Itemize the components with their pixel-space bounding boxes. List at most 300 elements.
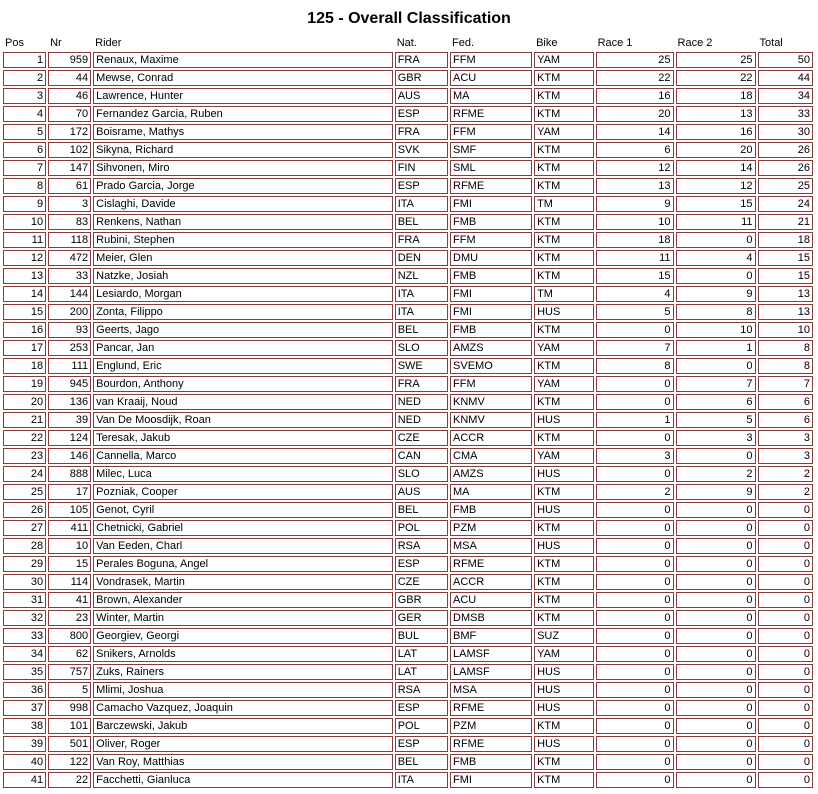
cell-rider: Winter, Martin bbox=[93, 610, 393, 626]
table-row bbox=[3, 574, 813, 590]
cell-nat: CAN bbox=[395, 448, 448, 464]
cell-nat: GBR bbox=[395, 592, 448, 608]
cell-nat: ITA bbox=[395, 286, 448, 302]
cell-bike: KTM bbox=[534, 88, 593, 104]
cell-rider: Teresak, Jakub bbox=[93, 430, 393, 446]
cell-bike: KTM bbox=[534, 520, 593, 536]
cell-fed: PZM bbox=[450, 718, 532, 734]
cell-nr: 998 bbox=[48, 700, 91, 716]
cell-nat: ITA bbox=[395, 304, 448, 320]
cell-total: 6 bbox=[758, 394, 813, 410]
cell-pos: 27 bbox=[3, 520, 46, 536]
cell-bike: HUS bbox=[534, 502, 593, 518]
cell-pos: 24 bbox=[3, 466, 46, 482]
cell-fed: RFME bbox=[450, 556, 532, 572]
cell-nr: 17 bbox=[48, 484, 91, 500]
cell-race2: 0 bbox=[676, 646, 756, 662]
cell-nat: SLO bbox=[395, 340, 448, 356]
cell-bike: KTM bbox=[534, 142, 593, 158]
cell-nr: 111 bbox=[48, 358, 91, 374]
cell-nr: 70 bbox=[48, 106, 91, 122]
cell-race2: 0 bbox=[676, 538, 756, 554]
cell-fed: DMSB bbox=[450, 610, 532, 626]
cell-race1: 14 bbox=[596, 124, 674, 140]
cell-nat: ITA bbox=[395, 196, 448, 212]
cell-total: 34 bbox=[758, 88, 813, 104]
cell-pos: 40 bbox=[3, 754, 46, 770]
cell-nat: GBR bbox=[395, 70, 448, 86]
cell-bike: HUS bbox=[534, 682, 593, 698]
cell-nat: SVK bbox=[395, 142, 448, 158]
cell-fed: ACU bbox=[450, 70, 532, 86]
cell-nr: 888 bbox=[48, 466, 91, 482]
cell-race2: 11 bbox=[676, 214, 756, 230]
cell-race2: 10 bbox=[676, 322, 756, 338]
table-row bbox=[3, 124, 813, 140]
cell-fed: FMB bbox=[450, 214, 532, 230]
cell-nr: 147 bbox=[48, 160, 91, 176]
cell-race1: 0 bbox=[596, 736, 674, 752]
cell-fed: PZM bbox=[450, 520, 532, 536]
cell-total: 0 bbox=[758, 772, 813, 788]
cell-pos: 6 bbox=[3, 142, 46, 158]
cell-pos: 9 bbox=[3, 196, 46, 212]
cell-rider: Brown, Alexander bbox=[93, 592, 393, 608]
cell-nr: 61 bbox=[48, 178, 91, 194]
cell-pos: 34 bbox=[3, 646, 46, 662]
cell-race2: 0 bbox=[676, 772, 756, 788]
cell-race2: 0 bbox=[676, 556, 756, 572]
column-header-race2: Race 2 bbox=[677, 37, 713, 49]
cell-nat: BEL bbox=[395, 754, 448, 770]
cell-nr: 146 bbox=[48, 448, 91, 464]
cell-race2: 0 bbox=[676, 682, 756, 698]
cell-rider: Oliver, Roger bbox=[93, 736, 393, 752]
cell-fed: KNMV bbox=[450, 412, 532, 428]
cell-race2: 0 bbox=[676, 592, 756, 608]
cell-race2: 22 bbox=[676, 70, 756, 86]
cell-nr: 22 bbox=[48, 772, 91, 788]
cell-race1: 15 bbox=[596, 268, 674, 284]
cell-fed: FMB bbox=[450, 322, 532, 338]
table-row bbox=[3, 322, 813, 338]
cell-race1: 13 bbox=[596, 178, 674, 194]
cell-total: 44 bbox=[758, 70, 813, 86]
cell-race1: 0 bbox=[596, 538, 674, 554]
cell-rider: Pancar, Jan bbox=[93, 340, 393, 356]
cell-race1: 7 bbox=[596, 340, 674, 356]
cell-race2: 1 bbox=[676, 340, 756, 356]
cell-bike: KTM bbox=[534, 214, 593, 230]
cell-pos: 23 bbox=[3, 448, 46, 464]
cell-total: 0 bbox=[758, 556, 813, 572]
cell-bike: TM bbox=[534, 196, 593, 212]
cell-race1: 5 bbox=[596, 304, 674, 320]
cell-rider: Renaux, Maxime bbox=[93, 52, 393, 68]
column-header-rider: Rider bbox=[95, 37, 122, 49]
cell-race1: 0 bbox=[596, 628, 674, 644]
cell-race2: 2 bbox=[676, 466, 756, 482]
cell-total: 0 bbox=[758, 754, 813, 770]
cell-pos: 10 bbox=[3, 214, 46, 230]
table-row bbox=[3, 430, 813, 446]
cell-nr: 23 bbox=[48, 610, 91, 626]
cell-race1: 25 bbox=[596, 52, 674, 68]
cell-race2: 14 bbox=[676, 160, 756, 176]
cell-nr: 124 bbox=[48, 430, 91, 446]
cell-race1: 0 bbox=[596, 502, 674, 518]
cell-fed: FMB bbox=[450, 754, 532, 770]
cell-pos: 33 bbox=[3, 628, 46, 644]
cell-pos: 35 bbox=[3, 664, 46, 680]
table-row bbox=[3, 412, 813, 428]
cell-fed: FMI bbox=[450, 772, 532, 788]
cell-total: 0 bbox=[758, 610, 813, 626]
cell-race1: 3 bbox=[596, 448, 674, 464]
cell-total: 0 bbox=[758, 664, 813, 680]
cell-fed: FMB bbox=[450, 268, 532, 284]
cell-fed: FMI bbox=[450, 304, 532, 320]
cell-race1: 0 bbox=[596, 754, 674, 770]
table-row bbox=[3, 106, 813, 122]
table-body bbox=[3, 52, 813, 788]
column-header-total: Total bbox=[759, 37, 783, 49]
cell-rider: Lawrence, Hunter bbox=[93, 88, 393, 104]
cell-race1: 0 bbox=[596, 646, 674, 662]
cell-race2: 0 bbox=[676, 754, 756, 770]
cell-fed: LAMSF bbox=[450, 664, 532, 680]
cell-fed: FMB bbox=[450, 502, 532, 518]
cell-bike: KTM bbox=[534, 556, 593, 572]
cell-nat: LAT bbox=[395, 646, 448, 662]
cell-race1: 9 bbox=[596, 196, 674, 212]
cell-total: 2 bbox=[758, 466, 813, 482]
cell-nr: 800 bbox=[48, 628, 91, 644]
table-row bbox=[3, 484, 813, 500]
cell-nr: 3 bbox=[48, 196, 91, 212]
cell-race1: 20 bbox=[596, 106, 674, 122]
cell-fed: FFM bbox=[450, 124, 532, 140]
cell-total: 3 bbox=[758, 430, 813, 446]
cell-nat: BEL bbox=[395, 214, 448, 230]
cell-total: 2 bbox=[758, 484, 813, 500]
column-header-pos: Pos bbox=[5, 37, 24, 49]
cell-nat: RSA bbox=[395, 538, 448, 554]
cell-nat: DEN bbox=[395, 250, 448, 266]
cell-total: 0 bbox=[758, 502, 813, 518]
cell-bike: KTM bbox=[534, 574, 593, 590]
cell-race1: 22 bbox=[596, 70, 674, 86]
cell-total: 15 bbox=[758, 268, 813, 284]
cell-total: 0 bbox=[758, 592, 813, 608]
cell-pos: 14 bbox=[3, 286, 46, 302]
column-header-bike: Bike bbox=[536, 37, 558, 49]
cell-fed: ACCR bbox=[450, 430, 532, 446]
cell-race2: 0 bbox=[676, 664, 756, 680]
table-row bbox=[3, 340, 813, 356]
cell-nat: FRA bbox=[395, 52, 448, 68]
cell-nat: ESP bbox=[395, 178, 448, 194]
cell-rider: Vondrasek, Martin bbox=[93, 574, 393, 590]
table-row bbox=[3, 88, 813, 104]
cell-nr: 472 bbox=[48, 250, 91, 266]
cell-total: 33 bbox=[758, 106, 813, 122]
cell-fed: FFM bbox=[450, 232, 532, 248]
cell-total: 0 bbox=[758, 682, 813, 698]
column-header-nr: Nr bbox=[50, 37, 62, 49]
cell-nat: POL bbox=[395, 520, 448, 536]
cell-rider: Lesiardo, Morgan bbox=[93, 286, 393, 302]
column-header-race1: Race 1 bbox=[597, 37, 633, 49]
cell-race1: 8 bbox=[596, 358, 674, 374]
cell-nat: BUL bbox=[395, 628, 448, 644]
cell-rider: Englund, Eric bbox=[93, 358, 393, 374]
cell-race2: 0 bbox=[676, 448, 756, 464]
cell-bike: KTM bbox=[534, 106, 593, 122]
cell-nat: CZE bbox=[395, 574, 448, 590]
cell-race2: 0 bbox=[676, 700, 756, 716]
cell-total: 0 bbox=[758, 718, 813, 734]
cell-pos: 28 bbox=[3, 538, 46, 554]
table-row bbox=[3, 682, 813, 698]
table-row bbox=[3, 664, 813, 680]
cell-pos: 41 bbox=[3, 772, 46, 788]
cell-race2: 0 bbox=[676, 520, 756, 536]
cell-bike: SUZ bbox=[534, 628, 593, 644]
cell-bike: KTM bbox=[534, 430, 593, 446]
table-row bbox=[3, 286, 813, 302]
cell-bike: KTM bbox=[534, 610, 593, 626]
cell-race1: 0 bbox=[596, 700, 674, 716]
cell-fed: LAMSF bbox=[450, 646, 532, 662]
cell-race2: 5 bbox=[676, 412, 756, 428]
cell-nr: 501 bbox=[48, 736, 91, 752]
cell-race1: 4 bbox=[596, 286, 674, 302]
cell-race2: 0 bbox=[676, 610, 756, 626]
cell-nr: 102 bbox=[48, 142, 91, 158]
cell-bike: YAM bbox=[534, 52, 593, 68]
cell-race1: 0 bbox=[596, 466, 674, 482]
cell-nat: BEL bbox=[395, 322, 448, 338]
cell-total: 8 bbox=[758, 358, 813, 374]
cell-rider: Van De Moosdijk, Roan bbox=[93, 412, 393, 428]
cell-fed: SMF bbox=[450, 142, 532, 158]
table-row bbox=[3, 52, 813, 68]
table-row bbox=[3, 448, 813, 464]
cell-race2: 0 bbox=[676, 502, 756, 518]
cell-nr: 44 bbox=[48, 70, 91, 86]
cell-race1: 2 bbox=[596, 484, 674, 500]
cell-rider: Boisrame, Mathys bbox=[93, 124, 393, 140]
cell-pos: 17 bbox=[3, 340, 46, 356]
cell-pos: 15 bbox=[3, 304, 46, 320]
cell-total: 0 bbox=[758, 520, 813, 536]
cell-nr: 122 bbox=[48, 754, 91, 770]
cell-bike: KTM bbox=[534, 484, 593, 500]
cell-bike: KTM bbox=[534, 70, 593, 86]
cell-race2: 12 bbox=[676, 178, 756, 194]
cell-race1: 10 bbox=[596, 214, 674, 230]
cell-race2: 0 bbox=[676, 736, 756, 752]
table-row bbox=[3, 304, 813, 320]
cell-race1: 0 bbox=[596, 376, 674, 392]
table-row bbox=[3, 250, 813, 266]
cell-race1: 0 bbox=[596, 772, 674, 788]
cell-pos: 16 bbox=[3, 322, 46, 338]
cell-bike: HUS bbox=[534, 466, 593, 482]
cell-total: 0 bbox=[758, 700, 813, 716]
cell-bike: KTM bbox=[534, 268, 593, 284]
cell-nat: RSA bbox=[395, 682, 448, 698]
cell-rider: Sikyna, Richard bbox=[93, 142, 393, 158]
cell-race1: 0 bbox=[596, 610, 674, 626]
cell-fed: FFM bbox=[450, 376, 532, 392]
header-row bbox=[3, 36, 813, 50]
cell-nr: 411 bbox=[48, 520, 91, 536]
cell-fed: CMA bbox=[450, 448, 532, 464]
cell-pos: 20 bbox=[3, 394, 46, 410]
cell-rider: Geerts, Jago bbox=[93, 322, 393, 338]
cell-bike: TM bbox=[534, 286, 593, 302]
cell-race2: 6 bbox=[676, 394, 756, 410]
cell-pos: 37 bbox=[3, 700, 46, 716]
classification-table bbox=[1, 34, 815, 790]
cell-nr: 39 bbox=[48, 412, 91, 428]
cell-nr: 15 bbox=[48, 556, 91, 572]
cell-nat: ESP bbox=[395, 736, 448, 752]
cell-total: 30 bbox=[758, 124, 813, 140]
cell-nat: BEL bbox=[395, 502, 448, 518]
cell-nat: POL bbox=[395, 718, 448, 734]
cell-total: 0 bbox=[758, 628, 813, 644]
cell-nr: 114 bbox=[48, 574, 91, 590]
cell-nat: SLO bbox=[395, 466, 448, 482]
cell-pos: 30 bbox=[3, 574, 46, 590]
cell-race1: 0 bbox=[596, 718, 674, 734]
cell-nr: 757 bbox=[48, 664, 91, 680]
cell-pos: 36 bbox=[3, 682, 46, 698]
cell-bike: KTM bbox=[534, 718, 593, 734]
cell-pos: 38 bbox=[3, 718, 46, 734]
cell-race1: 0 bbox=[596, 430, 674, 446]
cell-nr: 83 bbox=[48, 214, 91, 230]
cell-pos: 32 bbox=[3, 610, 46, 626]
table-row bbox=[3, 466, 813, 482]
cell-bike: KTM bbox=[534, 232, 593, 248]
cell-nr: 10 bbox=[48, 538, 91, 554]
cell-fed: SVEMO bbox=[450, 358, 532, 374]
cell-rider: Renkens, Nathan bbox=[93, 214, 393, 230]
cell-total: 7 bbox=[758, 376, 813, 392]
cell-race1: 0 bbox=[596, 664, 674, 680]
cell-pos: 19 bbox=[3, 376, 46, 392]
page-title: 125 - Overall Classification bbox=[307, 10, 511, 27]
cell-fed: SML bbox=[450, 160, 532, 176]
cell-race1: 1 bbox=[596, 412, 674, 428]
cell-rider: Facchetti, Gianluca bbox=[93, 772, 393, 788]
table-row bbox=[3, 520, 813, 536]
cell-nat: FIN bbox=[395, 160, 448, 176]
table-row bbox=[3, 502, 813, 518]
cell-race2: 0 bbox=[676, 628, 756, 644]
cell-nat: ESP bbox=[395, 556, 448, 572]
cell-race1: 0 bbox=[596, 394, 674, 410]
table-row bbox=[3, 736, 813, 752]
cell-race2: 25 bbox=[676, 52, 756, 68]
cell-nr: 144 bbox=[48, 286, 91, 302]
cell-rider: Cannella, Marco bbox=[93, 448, 393, 464]
cell-rider: Van Eeden, Charl bbox=[93, 538, 393, 554]
cell-race2: 3 bbox=[676, 430, 756, 446]
cell-nr: 5 bbox=[48, 682, 91, 698]
cell-pos: 13 bbox=[3, 268, 46, 284]
cell-bike: YAM bbox=[534, 376, 593, 392]
cell-rider: Mewse, Conrad bbox=[93, 70, 393, 86]
cell-race2: 15 bbox=[676, 196, 756, 212]
cell-total: 24 bbox=[758, 196, 813, 212]
cell-total: 26 bbox=[758, 142, 813, 158]
cell-bike: HUS bbox=[534, 664, 593, 680]
table-row bbox=[3, 178, 813, 194]
cell-total: 50 bbox=[758, 52, 813, 68]
cell-pos: 4 bbox=[3, 106, 46, 122]
cell-bike: HUS bbox=[534, 412, 593, 428]
cell-fed: MSA bbox=[450, 538, 532, 554]
cell-fed: BMF bbox=[450, 628, 532, 644]
cell-rider: Van Roy, Matthias bbox=[93, 754, 393, 770]
cell-total: 6 bbox=[758, 412, 813, 428]
cell-total: 0 bbox=[758, 538, 813, 554]
cell-bike: YAM bbox=[534, 448, 593, 464]
cell-total: 10 bbox=[758, 322, 813, 338]
cell-bike: KTM bbox=[534, 772, 593, 788]
table-row bbox=[3, 70, 813, 86]
cell-pos: 22 bbox=[3, 430, 46, 446]
cell-fed: ACU bbox=[450, 592, 532, 608]
cell-total: 0 bbox=[758, 646, 813, 662]
cell-race1: 11 bbox=[596, 250, 674, 266]
cell-fed: RFME bbox=[450, 736, 532, 752]
cell-nat: AUS bbox=[395, 484, 448, 500]
cell-rider: Zuks, Rainers bbox=[93, 664, 393, 680]
cell-nat: ESP bbox=[395, 106, 448, 122]
table-row bbox=[3, 718, 813, 734]
cell-bike: KTM bbox=[534, 178, 593, 194]
cell-rider: Pozniak, Cooper bbox=[93, 484, 393, 500]
table-row bbox=[3, 160, 813, 176]
cell-nr: 200 bbox=[48, 304, 91, 320]
cell-total: 13 bbox=[758, 304, 813, 320]
table-row bbox=[3, 772, 813, 788]
cell-rider: Cislaghi, Davide bbox=[93, 196, 393, 212]
cell-fed: FMI bbox=[450, 196, 532, 212]
cell-fed: RFME bbox=[450, 178, 532, 194]
cell-bike: HUS bbox=[534, 304, 593, 320]
cell-race2: 9 bbox=[676, 484, 756, 500]
cell-pos: 1 bbox=[3, 52, 46, 68]
table-row bbox=[3, 232, 813, 248]
cell-race2: 16 bbox=[676, 124, 756, 140]
column-header-nat: Nat. bbox=[396, 37, 417, 49]
cell-nat: FRA bbox=[395, 124, 448, 140]
cell-pos: 25 bbox=[3, 484, 46, 500]
table-row bbox=[3, 376, 813, 392]
cell-pos: 29 bbox=[3, 556, 46, 572]
cell-fed: MA bbox=[450, 484, 532, 500]
cell-pos: 8 bbox=[3, 178, 46, 194]
cell-race1: 6 bbox=[596, 142, 674, 158]
cell-rider: Milec, Luca bbox=[93, 466, 393, 482]
